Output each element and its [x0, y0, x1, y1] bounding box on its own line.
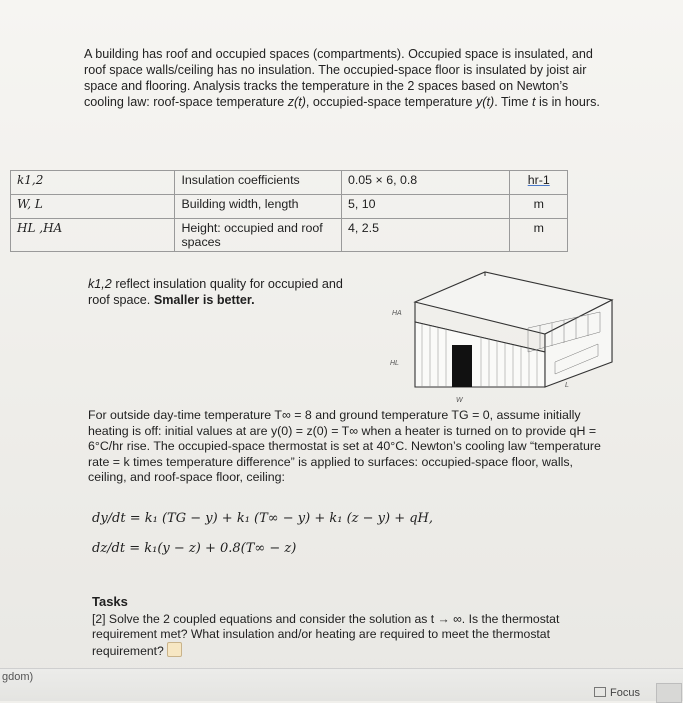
status-bar [0, 668, 683, 701]
equation-dy-dt: dy/dt = k₁ (TG − y) + k₁ (T∞ − y) + k₁ (z − y) + qH, [92, 511, 434, 526]
value-cell: 4, 2.5 [341, 219, 510, 252]
problem-paragraph: For outside day-time temperature T∞ = 8 and ground temperature TG = 0, assume initially heating is off: initial values at are y(0) = z(0) = T∞ when a heater is turned on to provide qH = 6°C/hr rise. The occupied-space thermostat is set at 40°C. Newton’s cooling law “temperature rate = k times temperature difference” is applied to surfaces: occupied-space floor, walls, ceiling, and roof-space floor, ceiling: [88, 408, 601, 484]
description-cell: Height: occupied and roof spaces [175, 219, 341, 252]
symbol-cell: HL ,HA [11, 219, 175, 252]
focus-button[interactable]: Focus [594, 687, 640, 699]
label-w: W [456, 397, 463, 404]
tasks-body: [2] Solve the 2 coupled equations and consider the solution as t → ∞. Is the thermostat requirement met? What insulation and/or heating are required to meet the thermostat requirement? [92, 612, 560, 658]
focus-icon [594, 687, 606, 697]
view-toggle-button[interactable] [656, 683, 682, 703]
label-ha: HA [392, 310, 402, 317]
table-row [11, 219, 568, 252]
status-left-text: gdom) [2, 671, 34, 683]
equation-dz-dt: dz/dt = k₁(y − z) + 0.8(T∞ − z) [92, 541, 297, 556]
document-icon[interactable] [167, 642, 182, 657]
table-row [11, 195, 568, 219]
tasks-heading: Tasks [92, 594, 128, 609]
label-hl: HL [390, 360, 399, 367]
door-shape [452, 345, 472, 387]
symbol-cell: k1,2 [11, 171, 175, 195]
unit-cell: m [510, 219, 568, 252]
table-row [11, 171, 568, 195]
value-cell: 5, 10 [341, 195, 510, 219]
note-symbol: k1,2 [88, 277, 112, 291]
parameters-table [10, 170, 568, 252]
label-l: L [565, 382, 569, 389]
unit-cell: m [510, 195, 568, 219]
building-diagram [360, 262, 620, 407]
description-cell: Building width, length [175, 195, 341, 219]
unit-text: hr-1 [527, 173, 550, 187]
value-cell: 0.05 × 6, 0.8 [341, 171, 510, 195]
description-cell: Insulation coefficients [175, 171, 341, 195]
intro-paragraph: A building has roof and occupied spaces (compartments). Occupied space is insulated, and roof space walls/ceiling has no insulation. The occupied-space floor is insulated by joist air space and flooring. Analysis tracks the temperature in the 2 spaces based on Newton’s cooling law: roof-space temperature z(t), occupied-space temperature y(t). Time t is in hours. [84, 47, 600, 109]
insulation-note: k1,2 reflect insulation quality for occupied and roof space. Smaller is better. [88, 277, 343, 307]
unit-cell [510, 171, 568, 195]
symbol-cell: W, L [11, 195, 175, 219]
